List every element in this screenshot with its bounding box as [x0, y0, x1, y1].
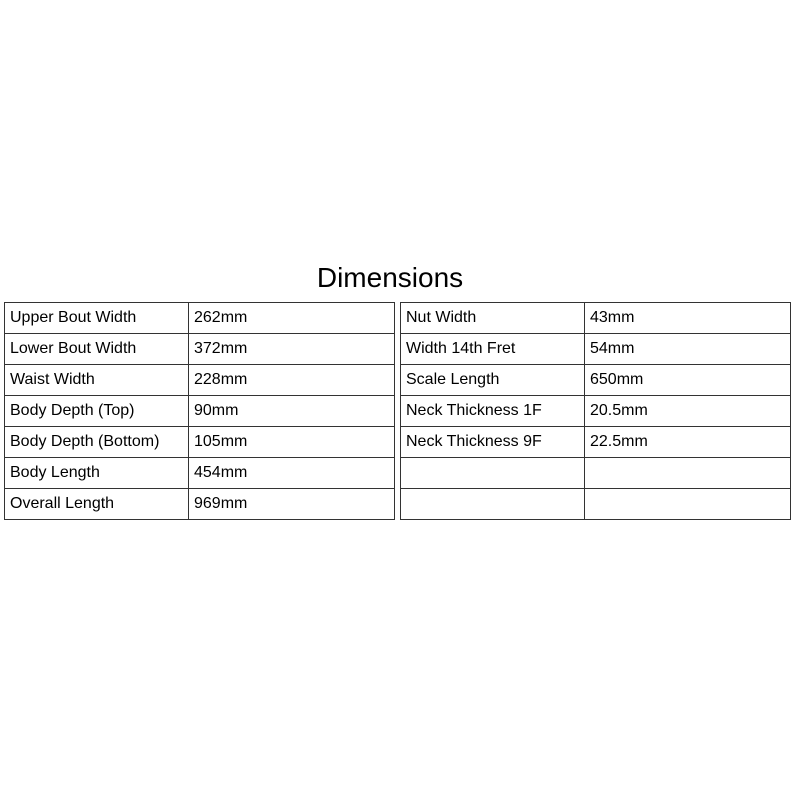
- dimension-value: 90mm: [189, 396, 395, 427]
- table-row-empty: [401, 458, 791, 489]
- table-row: [401, 303, 791, 334]
- dimension-label: [401, 458, 585, 489]
- dimension-value: 20.5mm: [585, 396, 791, 427]
- table-row: [401, 365, 791, 396]
- dimension-value: 228mm: [189, 365, 395, 396]
- dimension-label: Nut Width: [401, 303, 585, 334]
- dimension-value: 43mm: [585, 303, 791, 334]
- table-row: [5, 334, 395, 365]
- dimension-value: 262mm: [189, 303, 395, 334]
- table-row: [401, 427, 791, 458]
- table-row-empty: [401, 489, 791, 520]
- dimension-label: Lower Bout Width: [5, 334, 189, 365]
- dimension-label: Body Depth (Top): [5, 396, 189, 427]
- dimension-label: Overall Length: [5, 489, 189, 520]
- dimension-label: Neck Thickness 9F: [401, 427, 585, 458]
- dimension-value: 54mm: [585, 334, 791, 365]
- table-row: [5, 396, 395, 427]
- table-row: [5, 489, 395, 520]
- dimension-label: Upper Bout Width: [5, 303, 189, 334]
- dimension-value: 454mm: [189, 458, 395, 489]
- dimension-label: [401, 489, 585, 520]
- page-title: Dimensions: [316, 262, 464, 293]
- dimension-label: Body Length: [5, 458, 189, 489]
- body-dimensions-table: [4, 302, 395, 520]
- dimension-label: Neck Thickness 1F: [401, 396, 585, 427]
- table-row: [401, 334, 791, 365]
- dimension-value: 650mm: [585, 365, 791, 396]
- dimension-label: Scale Length: [401, 365, 585, 396]
- dimension-value: 105mm: [189, 427, 395, 458]
- dimension-value: 22.5mm: [585, 427, 791, 458]
- table-row: [5, 303, 395, 334]
- dimension-value: 969mm: [189, 489, 395, 520]
- dimension-label: Body Depth (Bottom): [5, 427, 189, 458]
- table-row: [5, 458, 395, 489]
- dimension-value: [585, 458, 791, 489]
- dimension-label: Waist Width: [5, 365, 189, 396]
- dimension-value: [585, 489, 791, 520]
- dimension-value: 372mm: [189, 334, 395, 365]
- table-row: [5, 365, 395, 396]
- table-row: [401, 396, 791, 427]
- table-row: [5, 427, 395, 458]
- neck-dimensions-table: [400, 302, 791, 520]
- dimension-label: Width 14th Fret: [401, 334, 585, 365]
